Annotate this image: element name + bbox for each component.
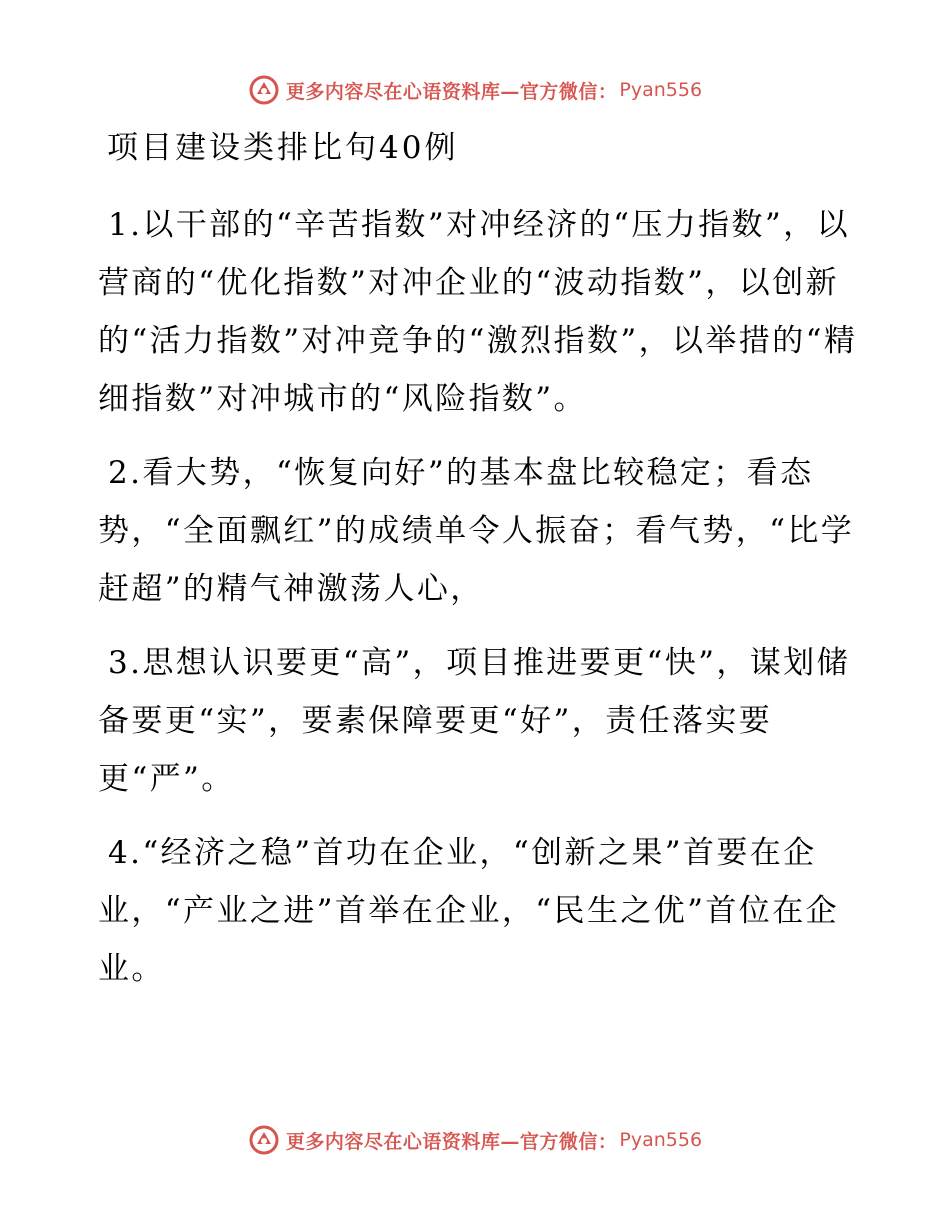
document-title: 项目建设类排比句40例 xyxy=(107,130,459,166)
paragraph-4: 4.“经济之稳”首功在企业，“创新之果”首要在企业，“产业之进”首举在企业，“民生之优”首位在企业。 xyxy=(98,835,839,987)
paragraph-1: 1.以干部的“辛苦指数”对冲经济的“压力指数”，以营商的“优化指数”对冲企业的“波动指数”，以创新的“活力指数”对冲竞争的“激烈指数”，以举措的“精细指数”对冲城市的“风险指数”。 xyxy=(98,207,858,417)
watermark-text: 更多内容尽在心语资料库—官方微信： xyxy=(285,1130,618,1153)
footer-watermark xyxy=(0,1120,950,1160)
watermark-account: Pyan556 xyxy=(619,1129,703,1151)
watermark-text: 更多内容尽在心语资料库—官方微信： xyxy=(285,80,618,103)
paragraph-2: 2.看大势，“恢复向好”的基本盘比较稳定；看态势，“全面飘红”的成绩单令人振奋；看气势，“比学赶超”的精气神激荡人心， xyxy=(98,455,855,607)
header-watermark xyxy=(0,70,950,110)
document-body xyxy=(98,196,858,1014)
brand-logo-icon xyxy=(248,1124,280,1156)
watermark-account: Pyan556 xyxy=(619,79,703,101)
brand-logo-icon xyxy=(248,74,280,106)
paragraph-3: 3.思想认识要更“高”，项目推进要更“快”，谋划储备要更“实”，要素保障要更“好”，责任落实要更“严”。 xyxy=(98,645,850,797)
